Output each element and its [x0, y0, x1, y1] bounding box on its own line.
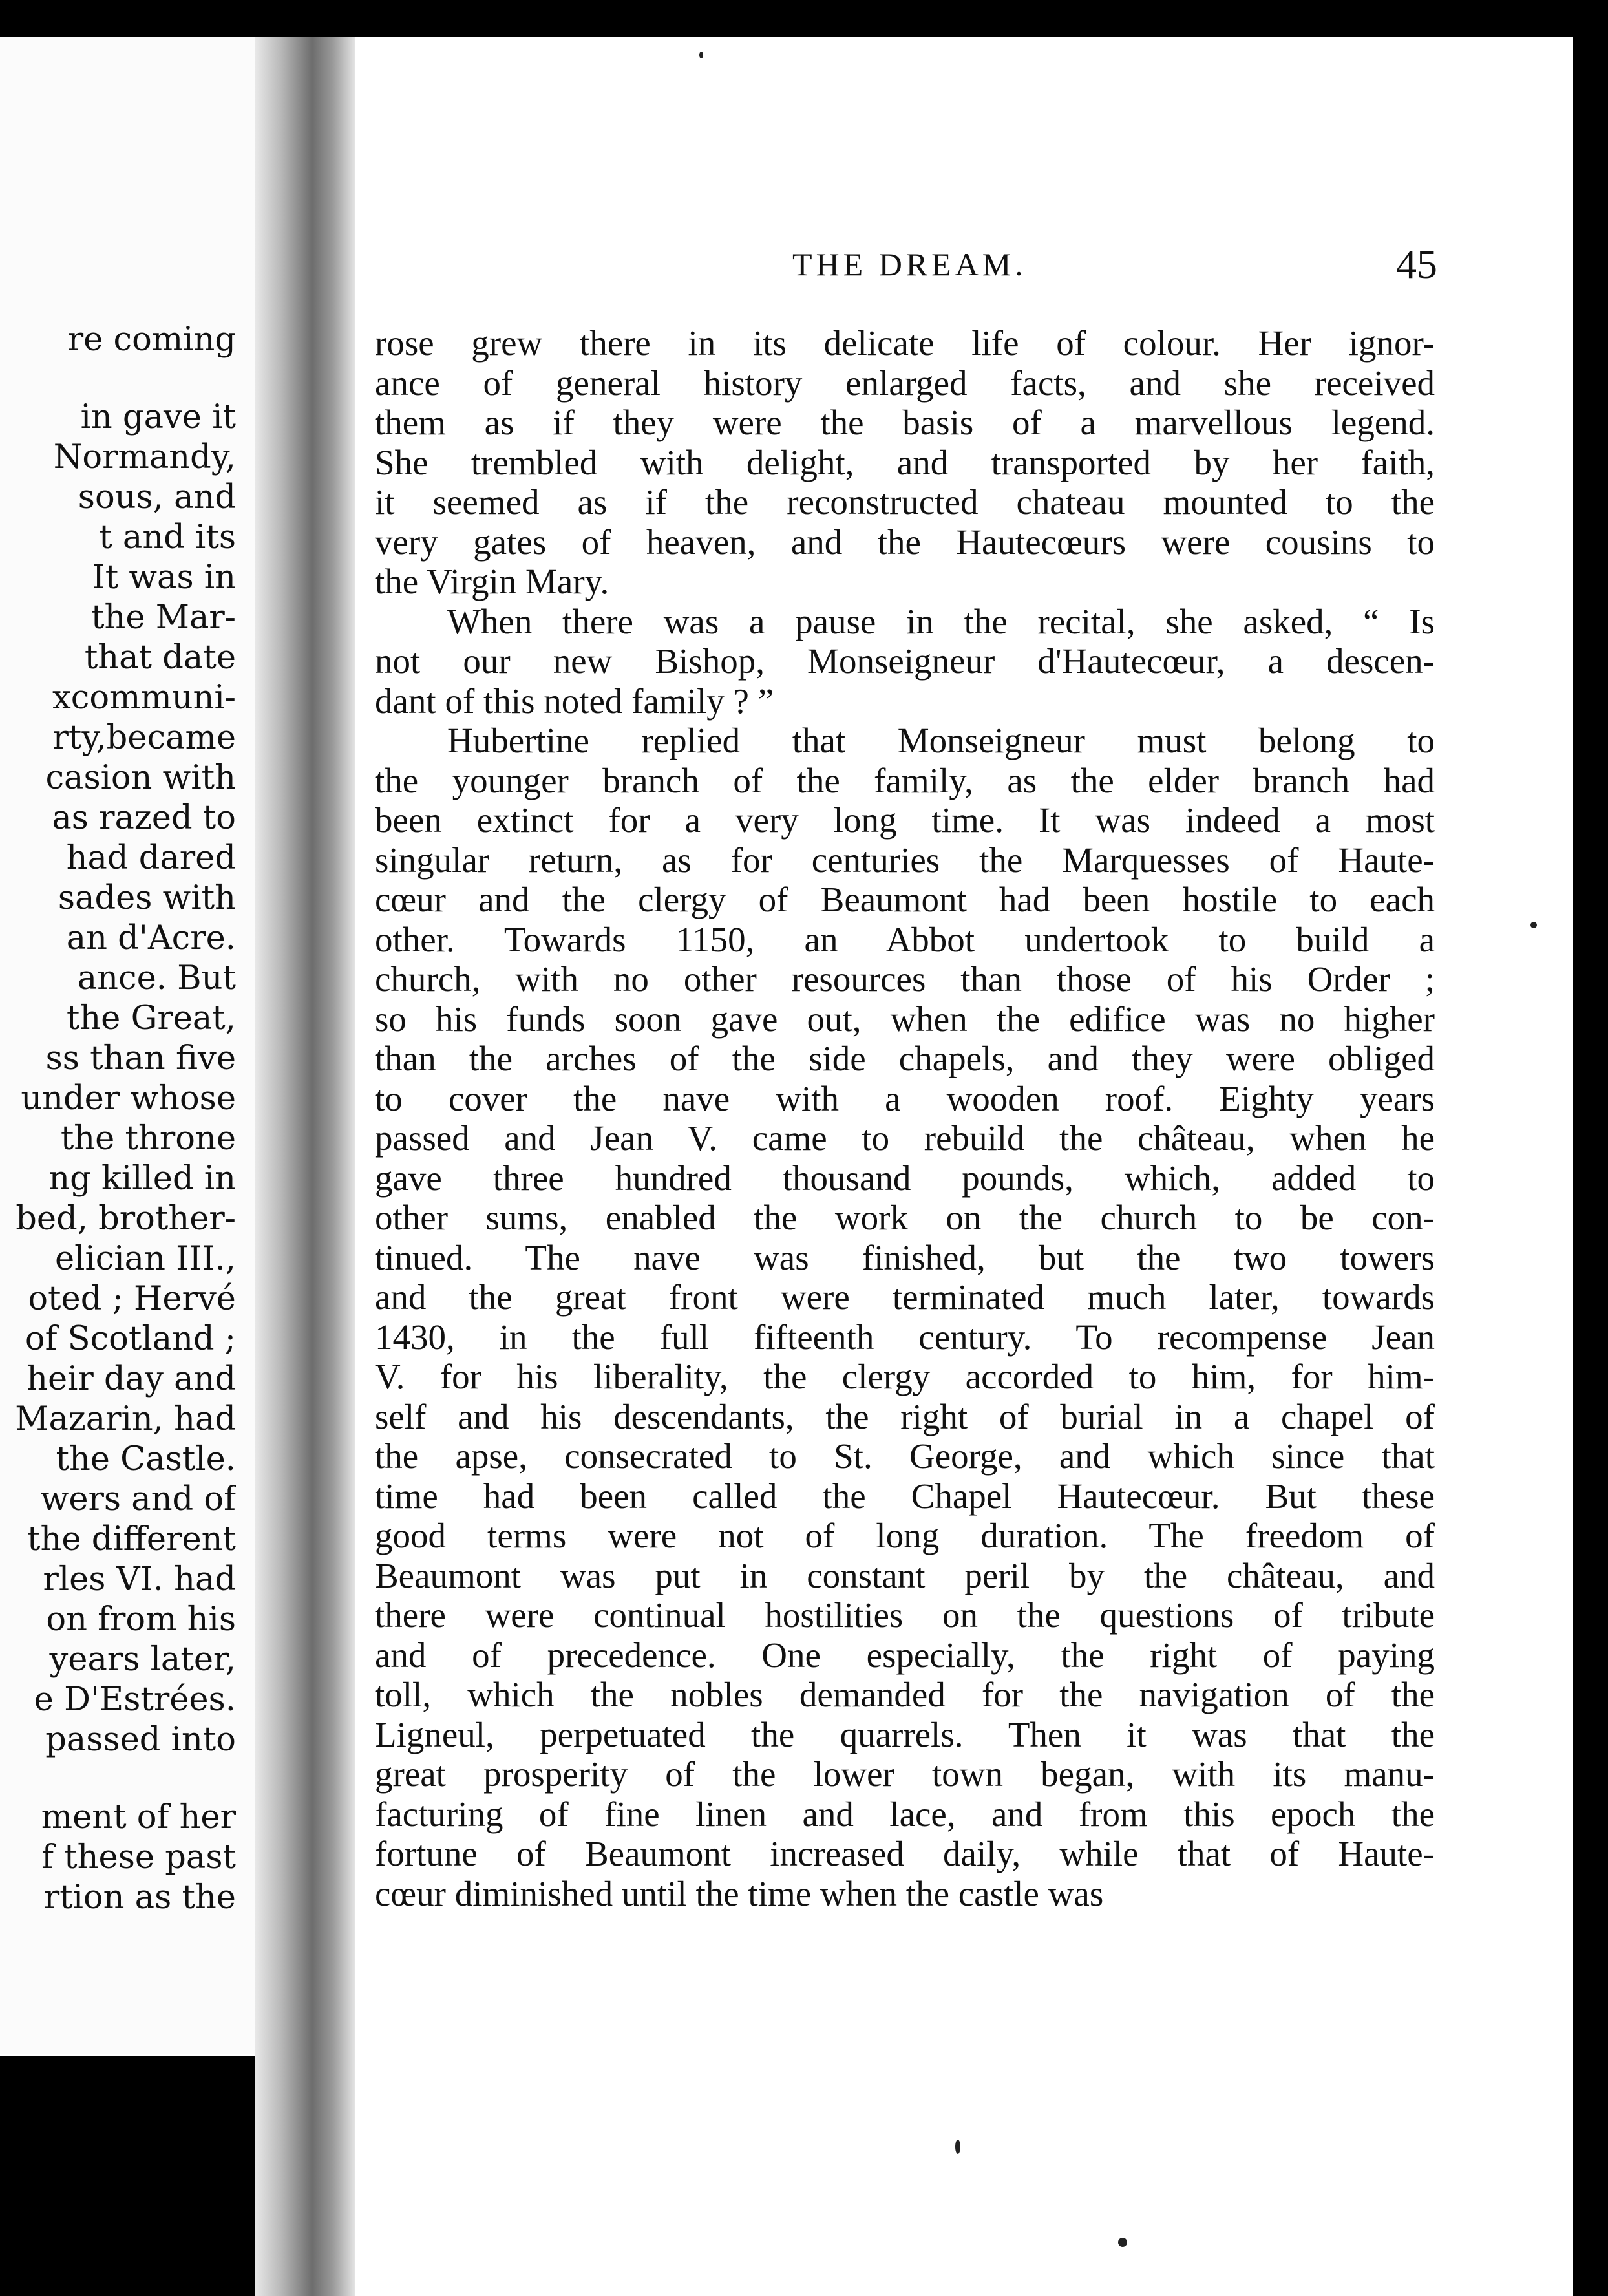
text-line: fortune of Beaumont increased daily, while that of Haute-: [375, 1834, 1435, 1873]
left-page-line: wers and of: [40, 1480, 236, 1518]
left-page-line: sades with: [58, 879, 236, 917]
scan-speck: [699, 52, 703, 58]
text-line: self and his descendants, the right of burial in a chapel of: [375, 1396, 1435, 1436]
text-line: very gates of heaven, and the Hautecœurs were cousins to: [375, 522, 1435, 562]
left-page-line: ment of her: [41, 1798, 236, 1836]
text-line: and of precedence. One especially, the right of paying: [375, 1635, 1435, 1675]
text-line: gave three hundred thousand pounds, which, added to: [375, 1158, 1435, 1198]
left-page-line: ss than five: [45, 1039, 236, 1078]
text-line: When there was a pause in the recital, she asked, “ Is: [447, 601, 1435, 641]
scan-border-top: [0, 0, 1608, 37]
left-page-line: re coming: [67, 321, 236, 359]
left-page-line: under whose: [21, 1079, 236, 1118]
page-gutter-shadow: [255, 37, 359, 2296]
left-page-line: [0, 360, 236, 398]
left-page-line: that date: [84, 639, 236, 677]
left-page-line: [0, 1760, 236, 1798]
text-line: it seemed as if the reconstructed chateau mounted to the: [375, 482, 1435, 522]
text-line: been extinct for a very long time. It was indeed a most: [375, 800, 1435, 840]
text-line: the younger branch of the family, as the elder branch had: [375, 760, 1435, 800]
left-page-line: the throne: [60, 1120, 236, 1158]
text-line: good terms were not of long duration. The freedom of: [375, 1516, 1435, 1555]
left-page-line: heir day and: [26, 1360, 236, 1398]
text-line: 1430, in the full fifteenth century. To recompense Jean: [375, 1317, 1435, 1357]
left-page-line: on from his: [46, 1600, 236, 1639]
text-line: so his funds soon gave out, when the edifice was no higher: [375, 999, 1435, 1039]
paragraph: [375, 721, 1435, 1913]
text-line: there were continual hostilities on the questions of tribute: [375, 1595, 1435, 1635]
scan-speck: [955, 2140, 960, 2154]
left-page-line: rles VI. had: [43, 1560, 236, 1599]
running-head: THE DREAM.: [792, 246, 1027, 282]
body-text: [375, 323, 1435, 1913]
text-line: other. Towards 1150, an Abbot undertook to build a: [375, 919, 1435, 959]
left-page-line: of Scotland ;: [25, 1320, 236, 1358]
text-line: them as if they were the basis of a marvellous legend.: [375, 403, 1435, 442]
text-line: V. for his liberality, the clergy accorded to him, for him-: [375, 1357, 1435, 1396]
left-page-line: ance. But: [77, 959, 236, 997]
scan-speck: [1530, 922, 1537, 928]
left-page-line: an d'Acre.: [66, 919, 236, 957]
left-page-line: the different: [26, 1520, 236, 1558]
left-page-text: [0, 320, 236, 1918]
scan-border-bottom-left: [0, 2056, 278, 2296]
left-page-line: in gave it: [80, 398, 236, 436]
scan-speck: [1118, 2238, 1127, 2247]
text-line: cœur diminished until the time when the castle was: [375, 1873, 1104, 1913]
left-page-line: the Great,: [66, 999, 236, 1037]
left-page-line: rty,became: [52, 719, 236, 757]
text-line: rose grew there in its delicate life of colour. Her ignor-: [375, 323, 1435, 363]
left-page-line: t and its: [99, 518, 236, 557]
text-line: the Virgin Mary.: [375, 562, 609, 601]
text-line: time had been called the Chapel Hautecœur. But these: [375, 1476, 1435, 1516]
left-page-line: elician III.,: [54, 1240, 236, 1278]
left-page-line: Normandy,: [53, 438, 236, 476]
left-page-line: xcommuni-: [52, 679, 236, 717]
paragraph: [375, 602, 1435, 721]
left-page-line: passed into: [45, 1721, 236, 1759]
text-line: dant of this noted family ? ”: [375, 681, 774, 721]
left-page-line: ng killed in: [48, 1160, 236, 1198]
text-line: than the arches of the side chapels, and they were obliged: [375, 1039, 1435, 1078]
paragraph: [375, 323, 1435, 602]
text-line: and the great front were terminated much later, towards: [375, 1277, 1435, 1317]
text-line: to cover the nave with a wooden roof. Eighty years: [375, 1078, 1435, 1118]
left-page-line: the Mar-: [91, 599, 236, 637]
text-line: Beaumont was put in constant peril by the château, and: [375, 1555, 1435, 1595]
text-line: Ligneul, perpetuated the quarrels. Then it was that the: [375, 1714, 1435, 1754]
text-line: the apse, consecrated to St. George, and which since that: [375, 1436, 1435, 1476]
text-line: passed and Jean V. came to rebuild the château, when he: [375, 1118, 1435, 1158]
text-line: She trembled with delight, and transported by her faith,: [375, 442, 1435, 482]
text-line: singular return, as for centuries the Marquesses of Haute-: [375, 840, 1435, 880]
text-line: ance of general history enlarged facts, and she received: [375, 363, 1435, 403]
text-line: other sums, enabled the work on the church to be con-: [375, 1198, 1435, 1237]
text-line: toll, which the nobles demanded for the navigation of the: [375, 1675, 1435, 1714]
left-page-line: e D'Estrées.: [34, 1681, 236, 1719]
text-line: church, with no other resources than those of his Order ;: [375, 959, 1435, 999]
left-page-line: the Castle.: [56, 1440, 236, 1478]
text-line: Hubertine replied that Monseigneur must belong to: [447, 721, 1435, 760]
left-page-line: bed, brother-: [16, 1200, 236, 1238]
text-line: cœur and the clergy of Beaumont had been hostile to each: [375, 880, 1435, 919]
page-number: 45: [1396, 241, 1437, 287]
left-page-line: sous, and: [78, 478, 236, 516]
text-line: facturing of fine linen and lace, and from this epoch the: [375, 1794, 1435, 1834]
left-page-line: oted ; Hervé: [28, 1280, 236, 1318]
left-page-line: rtion as the: [43, 1878, 236, 1917]
text-line: not our new Bishop, Monseigneur d'Hautecœur, a descen-: [375, 641, 1435, 681]
left-page-line: casion with: [45, 759, 236, 797]
text-line: tinued. The nave was finished, but the two towers: [375, 1237, 1435, 1277]
text-line: great prosperity of the lower town began, with its manu-: [375, 1754, 1435, 1794]
left-page-line: f these past: [41, 1838, 236, 1876]
left-page-line: had dared: [66, 839, 236, 877]
left-page-line: as razed to: [52, 799, 236, 837]
left-page-line: Mazarin, had: [15, 1400, 236, 1438]
left-page-line: It was in: [92, 558, 236, 597]
left-page-line: years later,: [49, 1641, 236, 1679]
scan-border-right: [1573, 0, 1608, 2296]
